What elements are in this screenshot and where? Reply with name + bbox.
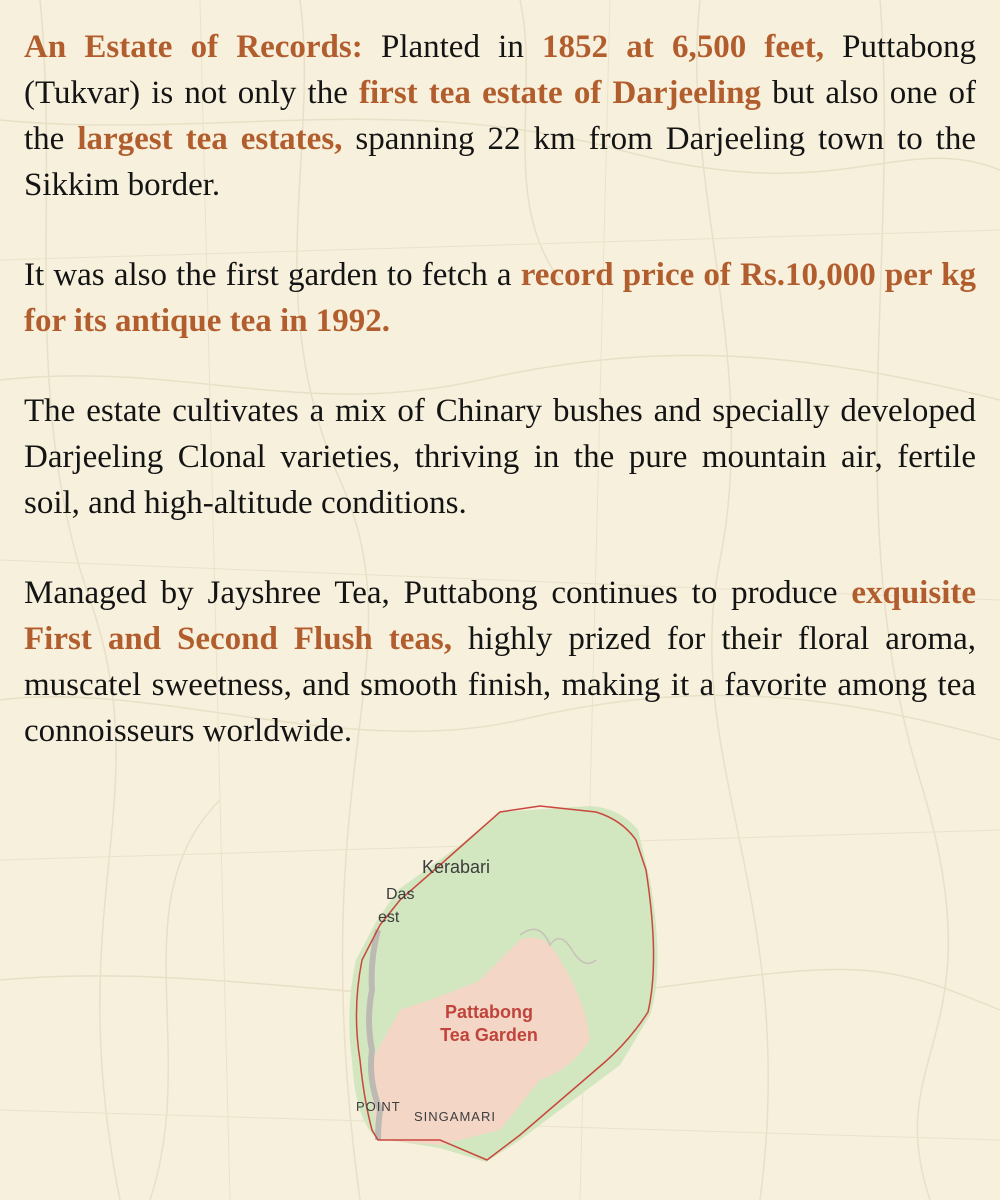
text-segment: The estate cultivates a mix of Chinary bushes and specially developed Darjeeling Clonal varieties, thriving in the pure mountain air, fertile soil, and high-altitude conditions. [24, 393, 976, 521]
text-segment: Managed by Jayshree Tea, Puttabong continues to produce [24, 575, 852, 611]
text-segment: highly prized for their floral aroma, muscatel sweetness, and smooth finish, making it a favorite among tea connoisseurs worldwide. [24, 621, 977, 749]
map-label-garden-line-2: Tea Garden [440, 1025, 538, 1045]
highlight-planting-year: 1852 at 6,500 feet, [542, 29, 824, 65]
text-segment: It was also the first garden to fetch a [24, 257, 521, 293]
map-label-singamari: SINGAMARI [414, 1109, 496, 1124]
text-segment: spanning 22 km from Darjeeling town to the Sikkim border. [24, 121, 976, 203]
highlight-record-price: record price of Rs.10,000 per kg for its antique tea in 1992. [24, 257, 977, 339]
text-segment: but also one of the [24, 75, 976, 157]
paragraph-management [24, 570, 976, 754]
map-label-das: Das [386, 886, 415, 903]
highlight-flush-teas: exquisite First and Second Flush teas, [24, 575, 976, 657]
highlight-largest-estates: largest tea estates, [77, 121, 343, 157]
estate-description [24, 24, 976, 754]
map-label-garden-line-1: Pattabong [445, 1002, 533, 1022]
text-segment: Puttabong (Tukvar) is not only the [24, 29, 977, 111]
highlight-first-estate: first tea estate of Darjeeling [359, 75, 761, 111]
map-label-kerabari: Kerabari [422, 857, 491, 877]
map-label-point: POINT [356, 1099, 401, 1114]
paragraph-cultivation [24, 388, 976, 526]
paragraph-record-price [24, 252, 976, 344]
paragraph-records [24, 24, 976, 208]
text-segment: Planted in [362, 29, 543, 65]
map-label-est: est [378, 909, 400, 926]
estate-map [340, 790, 680, 1170]
heading-estate-of-records: An Estate of Records: [24, 29, 363, 65]
